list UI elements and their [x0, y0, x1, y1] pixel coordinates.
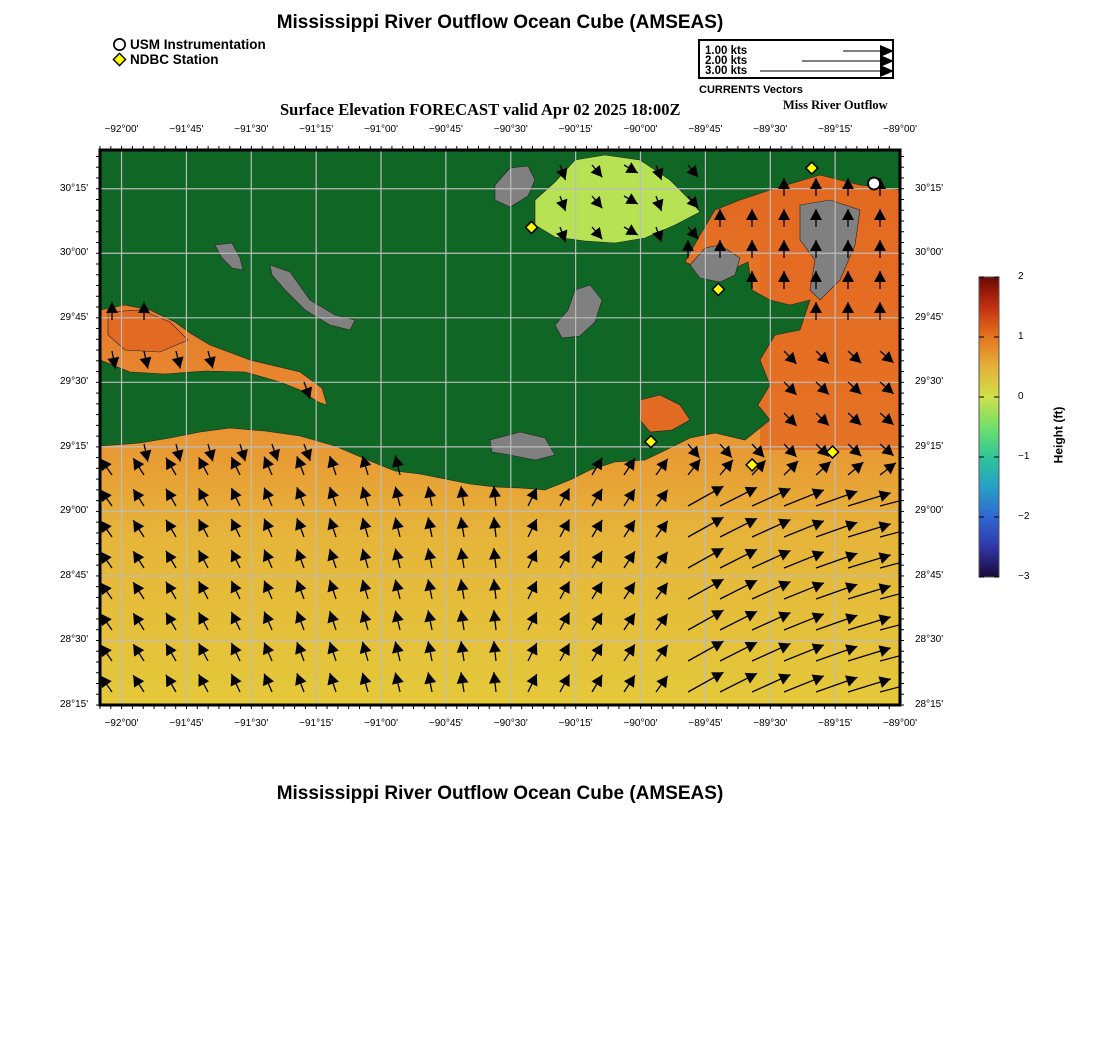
colorbar-tick-label: 1 [1018, 331, 1024, 342]
lat-tick-label-right: 30°15' [915, 182, 944, 194]
lon-tick-label-bottom: −89°15' [818, 718, 853, 729]
lat-tick-label-left: 28°15' [60, 699, 89, 710]
lat-tick-label-right: 28°45' [915, 569, 944, 581]
lat-tick-label-right: 29°00' [915, 505, 944, 517]
lat-tick-label-right: 28°30' [915, 634, 944, 646]
vector-caption: CURRENTS Vectors [699, 84, 803, 96]
lon-tick-label-top: −91°00' [364, 124, 399, 135]
lat-tick-label-right: 29°30' [915, 376, 944, 388]
colorbar-title: Height (ft) [1051, 406, 1066, 464]
colorbar-tick-label: −2 [1018, 511, 1030, 522]
colorbar-tick-label: 0 [1018, 391, 1024, 402]
lat-tick-label-right: 29°15' [915, 440, 944, 452]
lat-tick-label-left: 29°15' [60, 440, 89, 452]
lon-tick-label-bottom: −91°45' [169, 718, 204, 729]
page-title: Mississippi River Outflow Ocean Cube (AMSEAS) [276, 12, 724, 33]
lat-tick-label-left: 28°30' [60, 634, 89, 646]
lon-tick-label-bottom: −89°00' [883, 718, 917, 729]
colorbar-tick-label: 2 [1018, 271, 1024, 282]
lat-tick-label-left: 30°00' [60, 247, 89, 259]
legend-ndbc-label: NDBC Station [130, 52, 219, 67]
colorbar [979, 277, 999, 577]
lat-tick-label-right: 30°00' [915, 247, 944, 259]
lat-tick-label-left: 30°15' [60, 182, 89, 194]
page-title-repeat: Mississippi River Outflow Ocean Cube (AMSEAS) [276, 783, 724, 804]
vector-label-3: 3.00 kts [705, 65, 748, 77]
colorbar-tick-label: −3 [1018, 571, 1030, 582]
lon-tick-label-bottom: −89°45' [688, 718, 723, 729]
usm-station-marker[interactable] [868, 178, 880, 190]
lon-tick-label-bottom: −90°15' [558, 718, 593, 729]
lat-tick-label-left: 28°45' [60, 569, 89, 581]
lon-tick-label-top: −91°15' [299, 124, 334, 135]
lat-tick-label-left: 29°45' [60, 311, 89, 323]
lon-tick-label-top: −89°15' [818, 124, 853, 135]
lon-tick-label-top: −89°45' [688, 124, 723, 135]
lon-tick-label-top: −89°30' [753, 124, 788, 135]
map-subtitle: Surface Elevation FORECAST valid Apr 02 2025 18:00Z [280, 100, 681, 119]
lat-tick-label-left: 29°00' [60, 505, 89, 517]
lat-tick-label-right: 29°45' [915, 311, 944, 323]
colorbar-tick-label: −1 [1018, 451, 1030, 462]
lon-tick-label-bottom: −91°15' [299, 718, 334, 729]
lat-tick-label-right: 28°15' [915, 699, 944, 710]
lon-tick-label-bottom: −91°00' [364, 718, 399, 729]
lon-tick-label-top: −90°15' [558, 124, 593, 135]
lon-tick-label-top: −90°00' [623, 124, 658, 135]
lon-tick-label-top: −91°45' [169, 124, 204, 135]
lon-tick-label-bottom: −89°30' [753, 718, 788, 729]
lon-tick-label-bottom: −90°45' [428, 718, 463, 729]
lon-tick-label-bottom: −91°30' [234, 718, 269, 729]
lon-tick-label-top: −89°00' [883, 124, 917, 135]
lat-tick-label-left: 29°30' [60, 376, 89, 388]
lon-tick-label-bottom: −90°30' [493, 718, 528, 729]
lon-tick-label-bottom: −90°00' [623, 718, 658, 729]
lon-tick-label-top: −90°45' [428, 124, 463, 135]
legend-usm-label: USM Instrumentation [130, 37, 266, 52]
lon-tick-label-top: −91°30' [234, 124, 269, 135]
region-label: Miss River Outflow [783, 98, 888, 112]
lon-tick-label-top: −90°30' [493, 124, 528, 135]
vector-label-1: 1.00 kts [705, 45, 748, 57]
lon-tick-label-bottom: −92°00' [104, 718, 139, 729]
lon-tick-label-top: −92°00' [104, 124, 139, 135]
vector-label-2: 2.00 kts [705, 55, 748, 67]
